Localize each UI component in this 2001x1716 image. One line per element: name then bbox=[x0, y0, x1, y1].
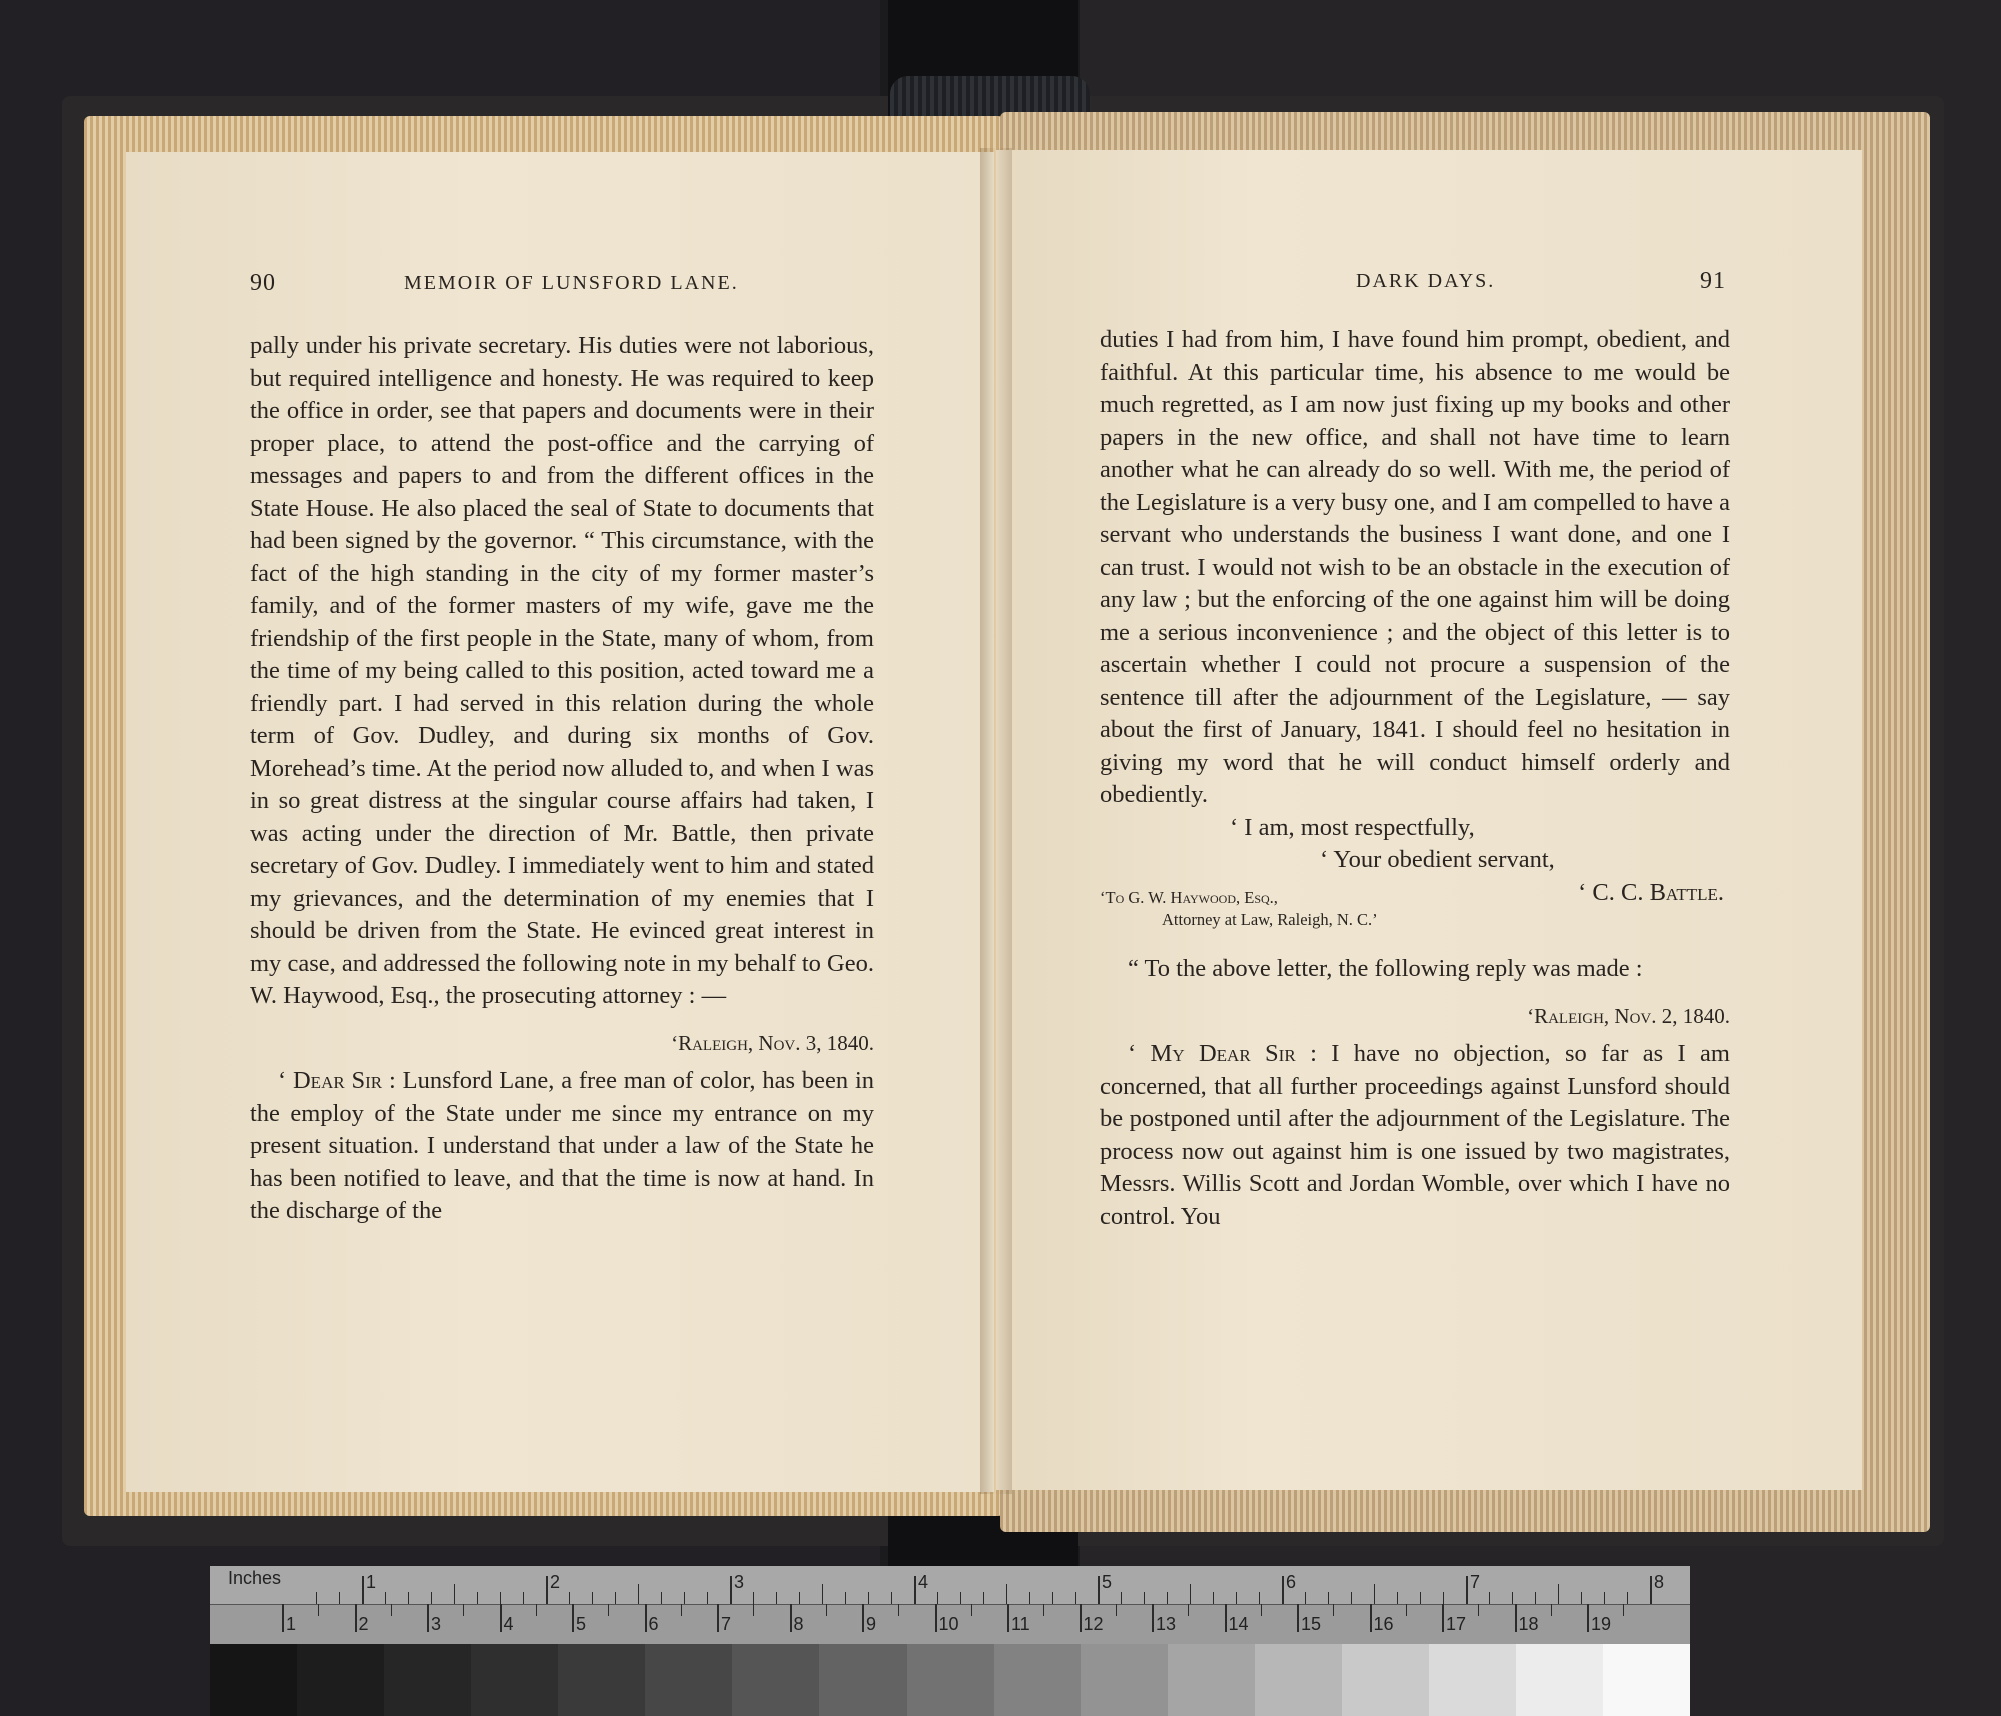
inch-subtick bbox=[638, 1584, 639, 1604]
inch-subtick bbox=[1167, 1592, 1168, 1604]
running-head: DARK DAYS. bbox=[1356, 270, 1496, 292]
gray-swatch bbox=[645, 1644, 732, 1716]
measurement-ruler bbox=[210, 1566, 1690, 1644]
cm-subtick bbox=[1188, 1604, 1189, 1616]
inch-subtick bbox=[1305, 1592, 1306, 1604]
cm-number: 1 bbox=[286, 1614, 297, 1634]
gray-swatch bbox=[732, 1644, 819, 1716]
inch-subtick bbox=[569, 1592, 570, 1604]
cm-subtick bbox=[1333, 1604, 1334, 1616]
inch-subtick bbox=[1512, 1592, 1513, 1604]
inch-number: 1 bbox=[366, 1572, 377, 1592]
cm-tick bbox=[1225, 1604, 1227, 1632]
cm-tick bbox=[1515, 1604, 1517, 1632]
gray-swatch bbox=[210, 1644, 297, 1716]
inch-tick bbox=[914, 1576, 916, 1604]
cm-number: 11 bbox=[1011, 1614, 1030, 1634]
inch-subtick bbox=[753, 1592, 754, 1604]
gutter-shadow bbox=[980, 148, 1012, 1494]
inch-subtick bbox=[891, 1592, 892, 1604]
cm-tick bbox=[1587, 1604, 1589, 1632]
gray-swatch bbox=[558, 1644, 645, 1716]
cm-tick bbox=[1297, 1604, 1299, 1632]
cm-number: 12 bbox=[1083, 1614, 1104, 1634]
grayscale-chart bbox=[210, 1644, 1690, 1716]
paragraph: duties I had from him, I have found him prompt, obedient, and faithful. At this particular time, his absence to me would be much regretted, as I am now just fixing up my books and other papers in the new office, and shall not have time to learn another what he can already do so well. With me, the period of the Legislature is a very busy one, and I am compelled to have a servant who understands the business I want done, and one I can trust. I would not wish to be an obstacle in the execution of any law ; but the enforcing of the one against him will be doing me a serious inconvenience ; and the object of this letter is to ascertain whether I could not procure a suspension of the sentence till after the adjournment of the Legislature, — say about the first of January, 1841. I should feel no hesitation in giving my word that he will conduct himself orderly and obediently. bbox=[1100, 326, 1730, 808]
page-number: 91 bbox=[1700, 268, 1726, 294]
gray-swatch bbox=[1081, 1644, 1168, 1716]
cm-number: 6 bbox=[648, 1614, 659, 1634]
inch-subtick bbox=[500, 1592, 501, 1604]
cm-subtick bbox=[463, 1604, 464, 1616]
inch-subtick bbox=[454, 1584, 455, 1604]
cm-number: 3 bbox=[431, 1614, 442, 1634]
inch-subtick bbox=[1121, 1592, 1122, 1604]
salutation: ‘ Dear Sir : bbox=[278, 1067, 396, 1094]
inch-subtick bbox=[1190, 1584, 1191, 1604]
cm-number: 7 bbox=[721, 1614, 732, 1634]
inch-number: 4 bbox=[918, 1572, 929, 1592]
inch-subtick bbox=[1627, 1592, 1628, 1604]
cm-tick bbox=[790, 1604, 792, 1632]
inch-subtick bbox=[1236, 1592, 1237, 1604]
inch-tick bbox=[1282, 1576, 1284, 1604]
cm-subtick bbox=[1551, 1604, 1552, 1616]
inch-number: 8 bbox=[1654, 1572, 1665, 1592]
cm-number: 16 bbox=[1373, 1614, 1394, 1634]
ruler-inch-scale bbox=[210, 1566, 1690, 1605]
cm-tick bbox=[717, 1604, 719, 1632]
inch-subtick bbox=[523, 1592, 524, 1604]
cm-subtick bbox=[826, 1604, 827, 1616]
letter-closing: ‘ I am, most respectfully, bbox=[1230, 813, 1475, 841]
signature: ‘ C. C. Battle. bbox=[1578, 878, 1724, 906]
inch-subtick bbox=[960, 1592, 961, 1604]
cm-number: 10 bbox=[938, 1614, 959, 1634]
inch-subtick bbox=[1029, 1592, 1030, 1604]
cm-subtick bbox=[536, 1604, 537, 1616]
salutation: ‘ My Dear Sir : bbox=[1128, 1040, 1317, 1067]
inch-subtick bbox=[592, 1592, 593, 1604]
inch-subtick bbox=[684, 1592, 685, 1604]
inch-subtick bbox=[1558, 1584, 1559, 1604]
inch-subtick bbox=[868, 1592, 869, 1604]
cm-number: 18 bbox=[1518, 1614, 1539, 1634]
inch-subtick bbox=[385, 1592, 386, 1604]
cm-subtick bbox=[608, 1604, 609, 1616]
paragraph: pally under his private secretary. His duties were not laborious, but required intelligence and honesty. He was required to keep the office in order, see that papers and documents were in their proper place, to attend the post-office and the carrying of messages and papers to and from the different offices in the State House. He also placed the seal of State to documents that had been signed by the governor. “ This circumstance, with the fact of the high standing in the city of my former master’s family, and of the former masters of my wife, gave me the friendship of the first people in the State, many of whom, from the time of my being called to this position, acted toward me a friendly part. I had served in this relation during the whole term of Gov. Dudley, and during six months of Gov. Morehead’s time. At the period now alluded to, and when I was in so great distress at the singular course affairs had taken, I was acting under the direction of Mr. Battle, then private secretary of Gov. Dudley. I immediately went to him and stated my grievances, and the determination of my enemies that I should be driven from the State. He evinced great interest in my case, and addressed the following note in my behalf to Geo. W. Haywood, Esq., the prosecuting attorney : — bbox=[250, 332, 874, 1009]
inch-subtick bbox=[799, 1592, 800, 1604]
inch-tick bbox=[1098, 1576, 1100, 1604]
cm-subtick bbox=[681, 1604, 682, 1616]
cm-subtick bbox=[753, 1604, 754, 1616]
cm-number: 5 bbox=[576, 1614, 587, 1634]
inch-subtick bbox=[1489, 1592, 1490, 1604]
inch-subtick bbox=[431, 1592, 432, 1604]
cm-tick bbox=[935, 1604, 937, 1632]
inch-subtick bbox=[1535, 1592, 1536, 1604]
page-text bbox=[250, 330, 874, 1228]
gray-swatch bbox=[994, 1644, 1081, 1716]
gray-swatch bbox=[819, 1644, 906, 1716]
cm-tick bbox=[1442, 1604, 1444, 1632]
gray-swatch bbox=[297, 1644, 384, 1716]
cm-number: 9 bbox=[866, 1614, 877, 1634]
inch-subtick bbox=[776, 1592, 777, 1604]
inch-subtick bbox=[661, 1592, 662, 1604]
cm-number: 8 bbox=[793, 1614, 804, 1634]
letter-paragraph bbox=[1100, 1038, 1730, 1233]
inch-subtick bbox=[1006, 1584, 1007, 1604]
inch-subtick bbox=[1604, 1592, 1605, 1604]
inch-number: 6 bbox=[1286, 1572, 1297, 1592]
gray-swatch bbox=[1516, 1644, 1603, 1716]
letter-dateline: ‘Raleigh, Nov. 2, 1840. bbox=[1527, 1003, 1730, 1028]
inch-subtick bbox=[1397, 1592, 1398, 1604]
inch-subtick bbox=[1213, 1592, 1214, 1604]
cm-tick bbox=[355, 1604, 357, 1632]
inch-subtick bbox=[983, 1592, 984, 1604]
cm-tick bbox=[1370, 1604, 1372, 1632]
cm-subtick bbox=[1478, 1604, 1479, 1616]
cm-tick bbox=[1007, 1604, 1009, 1632]
cm-subtick bbox=[1406, 1604, 1407, 1616]
cm-subtick bbox=[971, 1604, 972, 1616]
letter-text: I have no objection, so far as I am concerned, that all further proceedings against Lunsford should be postponed until after the adjournment of the Legislature. The process now out against him is one issued by two magistrates, Messrs. Willis Scott and Jordan Womble, over which I have no control. You bbox=[1100, 1040, 1730, 1230]
gray-swatch bbox=[1255, 1644, 1342, 1716]
cm-tick bbox=[500, 1604, 502, 1632]
cm-tick bbox=[1152, 1604, 1154, 1632]
inch-subtick bbox=[1144, 1592, 1145, 1604]
page-number: 90 bbox=[250, 270, 276, 296]
inch-number: 5 bbox=[1102, 1572, 1113, 1592]
cm-tick bbox=[1080, 1604, 1082, 1632]
cm-subtick bbox=[1116, 1604, 1117, 1616]
inch-subtick bbox=[822, 1584, 823, 1604]
inch-subtick bbox=[1420, 1592, 1421, 1604]
inch-tick bbox=[730, 1576, 732, 1604]
inch-tick bbox=[1650, 1576, 1652, 1604]
letter-paragraph bbox=[250, 1065, 874, 1228]
cm-tick bbox=[427, 1604, 429, 1632]
right-page bbox=[996, 150, 1862, 1490]
addressee: ‘To G. W. Haywood, Esq., Attorney at Law, Raleigh, N. C.’ bbox=[1100, 888, 1378, 929]
inch-subtick bbox=[707, 1592, 708, 1604]
left-page bbox=[126, 152, 994, 1492]
inch-subtick bbox=[1052, 1592, 1053, 1604]
inch-tick bbox=[546, 1576, 548, 1604]
gray-swatch bbox=[1168, 1644, 1255, 1716]
cm-tick bbox=[645, 1604, 647, 1632]
inch-subtick bbox=[408, 1592, 409, 1604]
cm-subtick bbox=[1043, 1604, 1044, 1616]
gray-swatch bbox=[471, 1644, 558, 1716]
cm-number: 4 bbox=[503, 1614, 514, 1634]
inch-subtick bbox=[316, 1592, 317, 1604]
inch-subtick bbox=[339, 1592, 340, 1604]
cm-subtick bbox=[391, 1604, 392, 1616]
cm-number: 15 bbox=[1301, 1614, 1322, 1634]
letter-dateline: ‘Raleigh, Nov. 3, 1840. bbox=[671, 1030, 874, 1055]
cm-subtick bbox=[898, 1604, 899, 1616]
inch-subtick bbox=[615, 1592, 616, 1604]
running-head: MEMOIR OF LUNSFORD LANE. bbox=[404, 272, 739, 294]
gray-swatch bbox=[907, 1644, 994, 1716]
inch-number: 7 bbox=[1470, 1572, 1481, 1592]
inch-subtick bbox=[1259, 1592, 1260, 1604]
gray-swatch bbox=[1429, 1644, 1516, 1716]
cm-subtick bbox=[318, 1604, 319, 1616]
paragraph: “ To the above letter, the following reply was made : bbox=[1128, 955, 1643, 982]
cm-number: 17 bbox=[1446, 1614, 1467, 1634]
ruler-label: Inches bbox=[228, 1568, 282, 1588]
inch-tick bbox=[362, 1576, 364, 1604]
inch-subtick bbox=[937, 1592, 938, 1604]
letter-closing: ‘ Your obedient servant, bbox=[1320, 846, 1555, 873]
cm-number: 2 bbox=[358, 1614, 369, 1634]
inch-subtick bbox=[1443, 1592, 1444, 1604]
inch-subtick bbox=[1075, 1592, 1076, 1604]
cm-number: 19 bbox=[1591, 1614, 1612, 1634]
inch-subtick bbox=[1581, 1592, 1582, 1604]
inch-subtick bbox=[477, 1592, 478, 1604]
cm-number: 14 bbox=[1228, 1614, 1249, 1634]
cm-tick bbox=[862, 1604, 864, 1632]
cm-tick bbox=[572, 1604, 574, 1632]
gray-swatch bbox=[1342, 1644, 1429, 1716]
letter-text: Lunsford Lane, a free man of color, has been in the employ of the State under me since my entrance on my present situation. I understand that under a law of the State he has been notified to leave, and that the time is now at hand. In the discharge of the bbox=[250, 1067, 874, 1224]
cm-subtick bbox=[1623, 1604, 1624, 1616]
inch-subtick bbox=[1374, 1584, 1375, 1604]
cm-tick bbox=[282, 1604, 284, 1632]
inch-number: 2 bbox=[550, 1572, 561, 1592]
inch-subtick bbox=[1351, 1592, 1352, 1604]
inch-tick bbox=[1466, 1576, 1468, 1604]
gray-swatch bbox=[1603, 1644, 1690, 1716]
gray-swatch bbox=[384, 1644, 471, 1716]
inch-number: 3 bbox=[734, 1572, 745, 1592]
inch-subtick bbox=[845, 1592, 846, 1604]
inch-subtick bbox=[1328, 1592, 1329, 1604]
cm-number: 13 bbox=[1156, 1614, 1177, 1634]
page-text bbox=[1100, 324, 1730, 1233]
cm-subtick bbox=[1261, 1604, 1262, 1616]
